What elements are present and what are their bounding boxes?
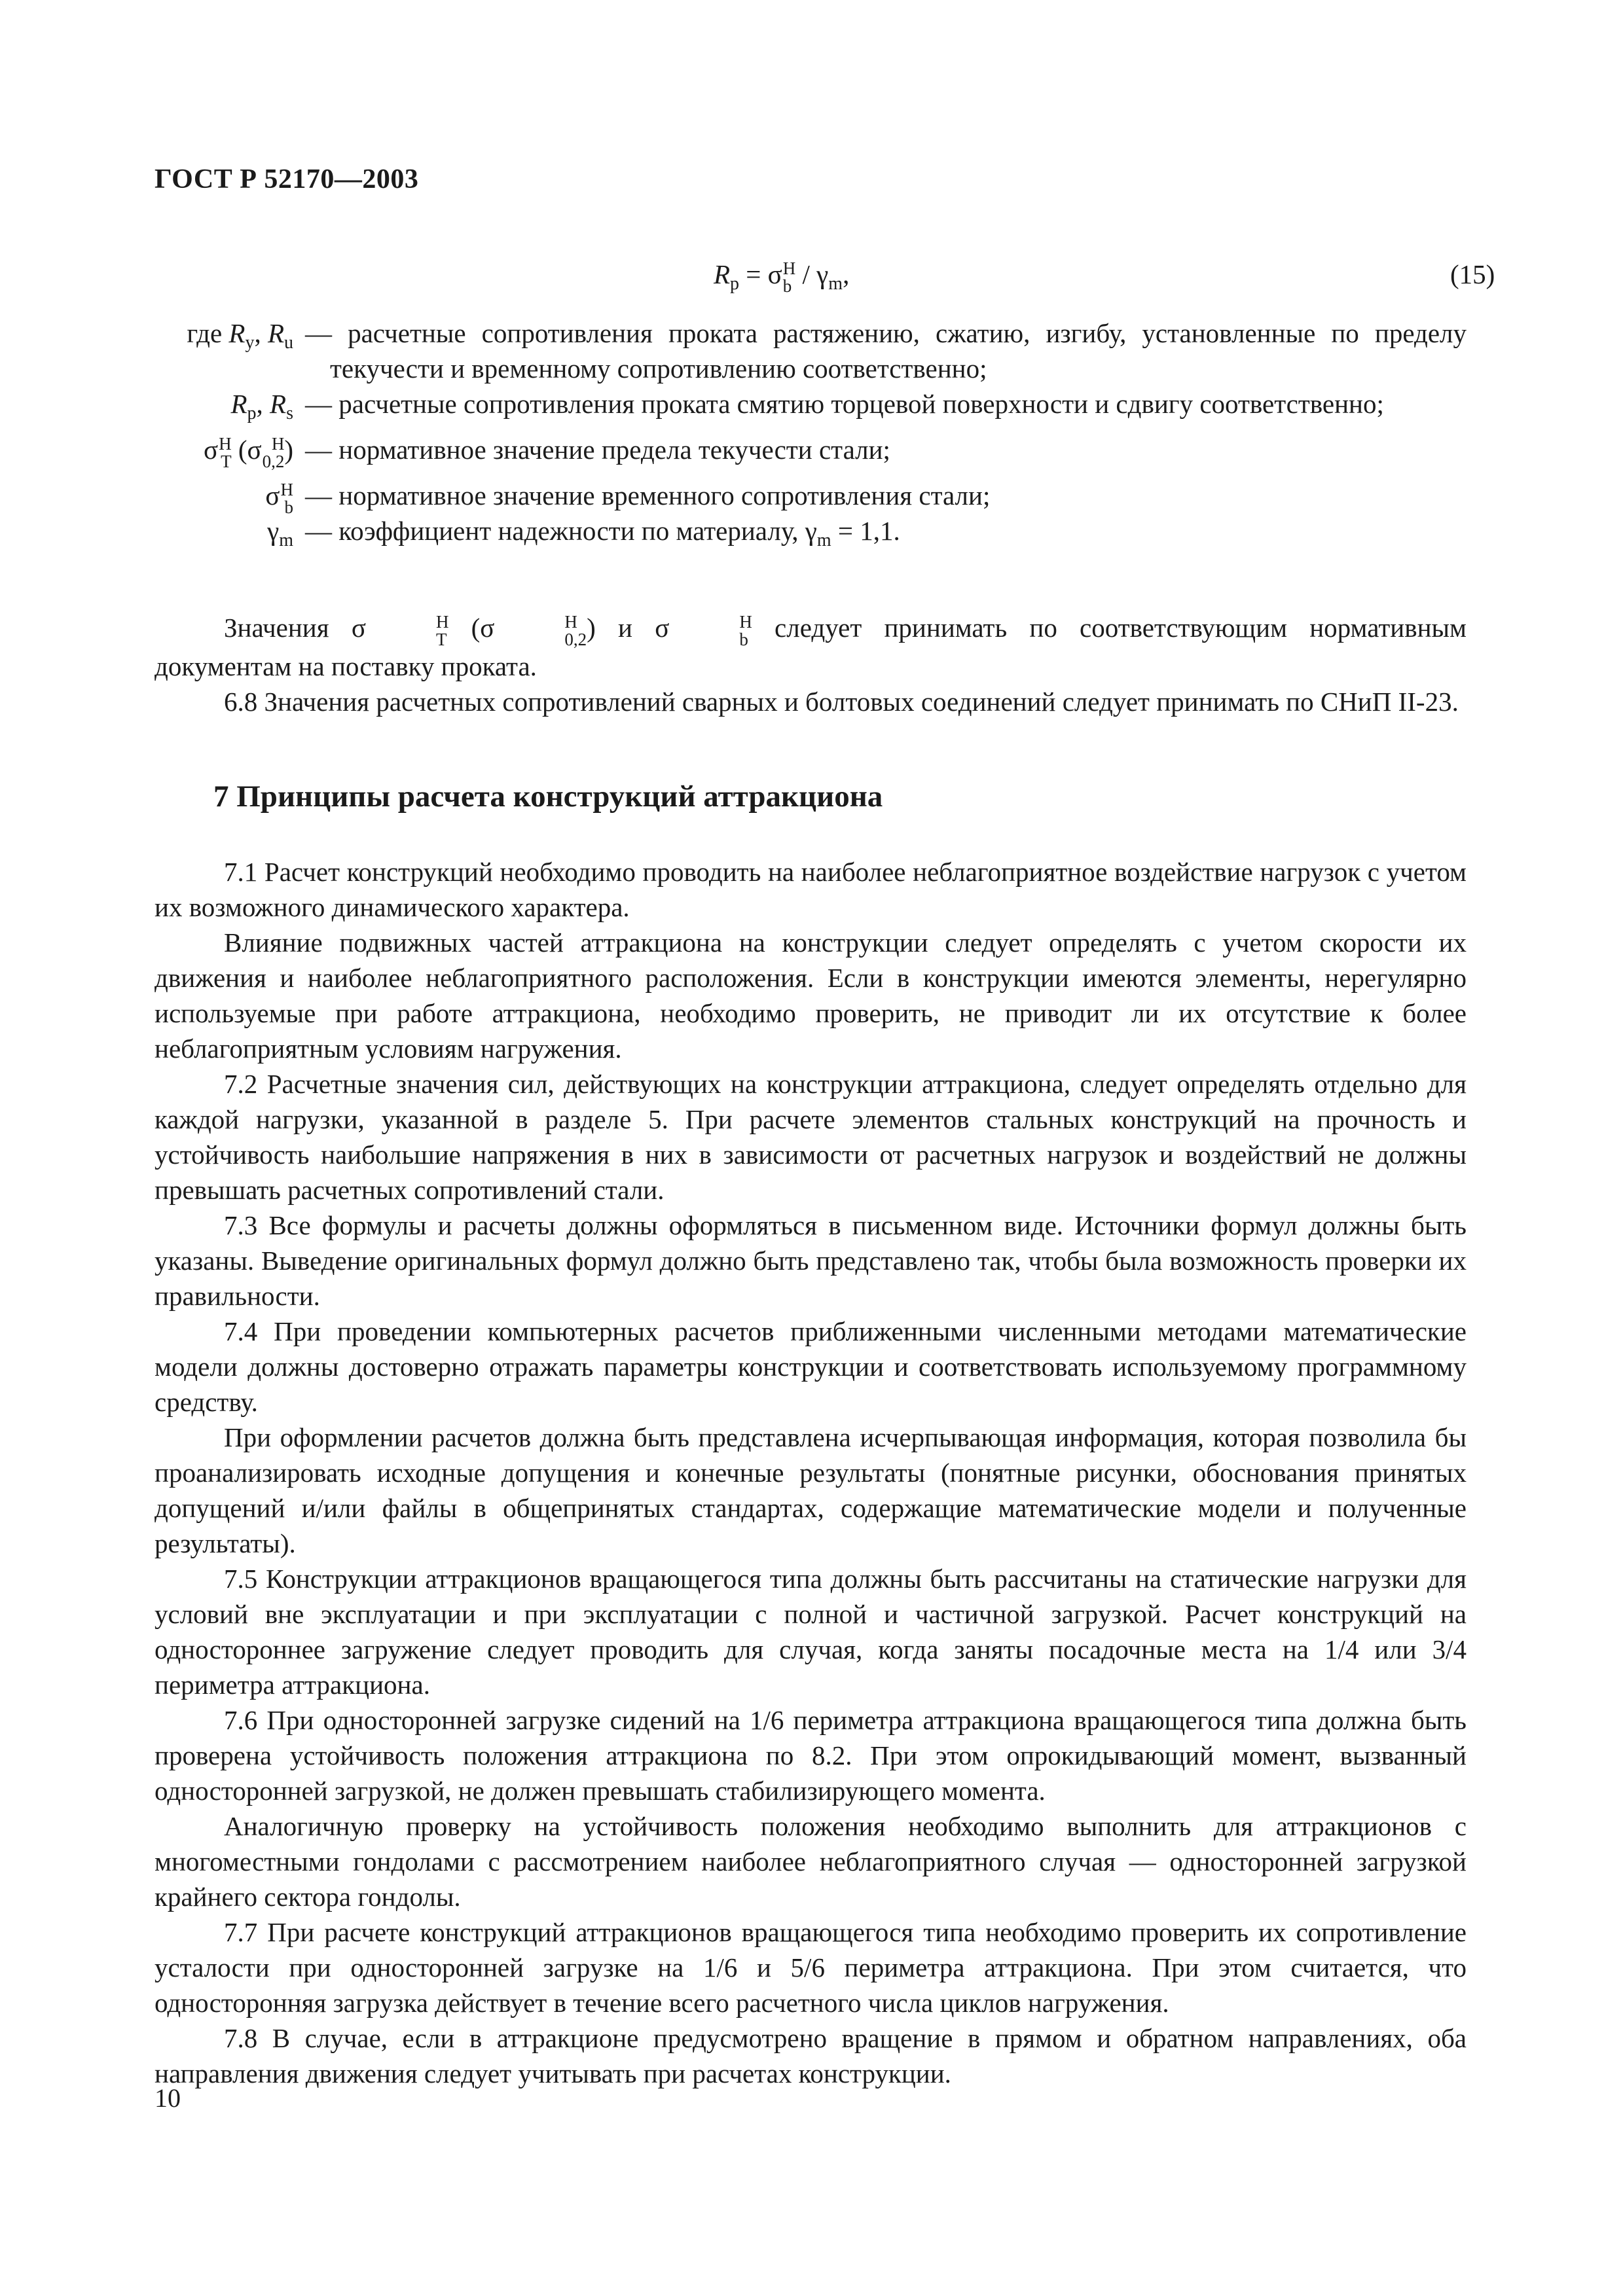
paragraph: 7.6 При односторонней загрузке сидений на 1/6 периметра аттракциона вращающегося типа должна быть проверена устойчивость положения аттракциона по 8.2. При этом опрокидывающий момент, вызванный односторонней загрузкой, не должен превышать стабилизирующего момента. — [155, 1705, 1467, 1806]
definition-text: нормативное значение временного сопротивления стали; — [338, 480, 991, 511]
formula-number: (15) — [1450, 259, 1495, 289]
paragraph: 7.5 Конструкции аттракционов вращающегося типа должны быть рассчитаны на статические нагрузки для условий вне эксплуатации и при эксплуатации с полной и частичной загрузкой. Расчет конструкций на одностороннее загружение следует проводить для случая, когда заняты посадочные места на 1/4 или 3/4 периметра аттракциона. — [155, 1564, 1467, 1700]
paragraph-6-8: 6.8 Значения расчетных сопротивлений сварных и болтовых соединений следует принимать по СНиП II-23. — [224, 686, 1459, 717]
document-header: ГОСТ Р 52170—2003 — [155, 164, 419, 194]
paragraph: Влияние подвижных частей аттракциона на конструкции следует определять с учетом скорости их движения и наиболее неблагоприятного расположения. Если в конструкции имеются элементы, нерегулярно используемые при работе аттракциона, необходимо проверить, не приводит ли их отсутствие к более неблагоприятным условиям нагружения. — [155, 927, 1467, 1064]
paragraph: 7.2 Расчетные значения сил, действующих на конструкции аттракциона, следует определять отдельно для каждой нагрузки, указанной в разделе 5. При расчете элементов стальных конструкций на прочность и устойчивость наибольшие напряжения в них в зависимости от расчетных нагрузок и воздействий не должны превышать расчетных сопротивлений стали. — [155, 1069, 1467, 1205]
definition-text: коэффициент надежности по материалу, — [338, 516, 799, 546]
section-heading: 7 Принципы расчета конструкций аттракциона — [213, 780, 883, 814]
definition-symbol: $\gamma_m$ — [267, 516, 293, 551]
paragraph: 7.7 При расчете конструкций аттракционов вращающегося типа необходимо проверить их сопротивление усталости при односторонней загрузке на 1/6 и 5/6 периметра аттракциона. При этом считается, что односторонняя загрузка действует в течение всего расчетного числа циклов нагружения. — [155, 1917, 1467, 2018]
definition-symbol: $R_p$, $R_s$ — [230, 389, 293, 424]
values-block — [155, 610, 1467, 719]
values-note: Значения σ H T (σ H 0,2 ) и σ H b следует принимать по соответствующим нормативным документам на поставку проката. — [155, 611, 1467, 681]
page-number: 10 — [155, 2083, 181, 2113]
definition-symbol: где $R_y$, $R_u$ — [187, 318, 293, 353]
definition-item: σ H T (σ H 0,2 ) — нормативное значение предела текучести стали; — [151, 432, 1467, 467]
paragraph: При оформлении расчетов должна быть представлена исчерпывающая информация, которая позволила бы проанализировать исходные допущения и конечные результаты (понятные рисунки, обоснования принятых допущений и/или файлы в общепринятых стандартах, содержащие математические модели и полученные результаты). — [155, 1422, 1467, 1558]
section-body — [155, 854, 1467, 2091]
paragraph: 7.4 При проведении компьютерных расчетов приближенными численными методами математические модели должны достоверно отражать параметры конструкции и соответствовать используемому программному средству. — [155, 1316, 1467, 1417]
paragraph: 7.8 В случае, если в аттракционе предусмотрено вращение в прямом и обратном направлениях, оба направления движения следует учитывать при расчетах конструкции. — [155, 2023, 1467, 2089]
definition-symbol: σ H T (σ H 0,2 ) — [203, 433, 293, 471]
definition-item: $\gamma_m$ — коэффициент надежности по материалу, $\gamma_m = 1,1$. — [151, 513, 1467, 548]
definition-text: расчетные сопротивления проката смятию торцевой поверхности и сдвигу соответственно; — [338, 389, 1384, 419]
paragraph: 7.3 Все формулы и расчеты должны оформляться в письменном виде. Источники формул должны быть указаны. Выведение оригинальных формул должно быть представлено так, чтобы была возможность проверки их правильности. — [155, 1210, 1467, 1311]
paragraph: 7.1 Расчет конструкций необходимо проводить на наиболее неблагоприятное воздействие нагрузок с учетом их возможного динамического характера. — [155, 857, 1467, 922]
definition-text: расчетные сопротивления проката растяжению, сжатию, изгибу, установленные по пределу текучести и временному сопротивлению соответственно; — [330, 318, 1467, 384]
definition-text: нормативное значение предела текучести стали; — [338, 435, 890, 465]
definition-item: где $R_y$, $R_u$ — расчетные сопротивления проката растяжению, сжатию, изгибу, установленные по пределу текучести и временному сопротивлению соответственно; — [151, 315, 1467, 386]
paragraph: Аналогичную проверку на устойчивость положения необходимо выполнить для аттракционов с многоместными гондолами с рассмотрением наиболее неблагоприятного случая — односторонней загрузкой крайнего сектора гондолы. — [155, 1811, 1467, 1912]
symbol-definitions — [151, 315, 1467, 551]
definition-item: σ H b — нормативное значение временного сопротивления стали; — [151, 478, 1467, 513]
definition-symbol: σ H b — [265, 479, 293, 517]
formula-15: $R_p = \sigma$ H b / $\gamma_m$, — [714, 258, 850, 296]
definition-item: $R_p$, $R_s$ — расчетные сопротивления проката смятию торцевой поверхности и сдвигу соответственно; — [151, 386, 1467, 422]
